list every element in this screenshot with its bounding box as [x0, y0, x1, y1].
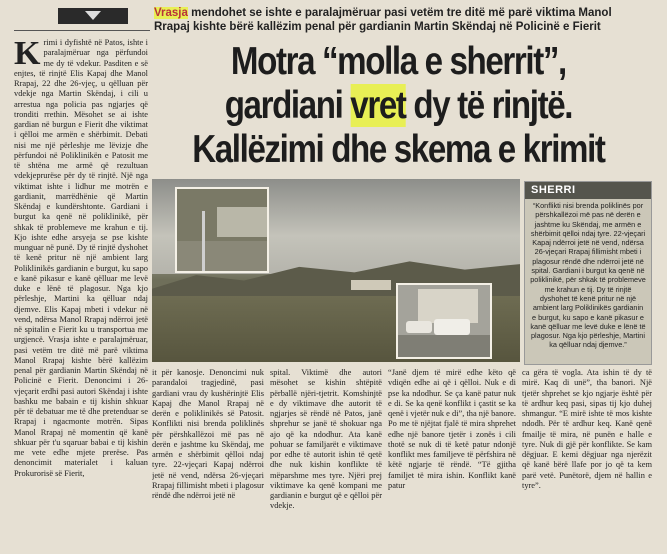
- drop-cap: K: [14, 38, 41, 72]
- sidebar-title: SHERRI: [525, 182, 651, 199]
- section-arrow-icon: [58, 8, 128, 24]
- deck-kicker: Vrasja: [154, 7, 188, 19]
- article-column-4: “Janë djem të mirë edhe këto që vdiqën edhe ai që i qëlloi. Nuk e di pse ka ndodhur. Se ça kanë patur nuk e di. Se ka qenë konflikt i çastit se ka qenë i vjetër nuk e di”, tha një banore. Po me të njëjtat fjalë të mira shprehet edhe një banore tjetër i zonës i cili thotë se nuk di të ketë patur ndonjë konflikt mes familjeve të përfshira në këtë ngjarje të rëndë. “Të gjitha familjet të mira ishin. Konflikt kanë patur: [388, 368, 516, 490]
- inset-photo-gate: [175, 187, 269, 273]
- headline-line-1: Motra “molla e sherrit”,: [230, 40, 566, 83]
- article-photo: [152, 179, 520, 362]
- headline-line-3: Kallëzimi dhe skema e krimit: [192, 128, 605, 171]
- deck: [154, 6, 644, 34]
- headline-highlight: vret: [350, 84, 406, 127]
- article-column-5: ca gëra të vogla. Ata ishin të dy të mirë. Kaq di unë”, tha banori. Një tjetër shprehet se kjo ngjarje është për të ardhur keq pasi, sipas tij kjo duhej shmangur. “E mirë ishte të mos kishte ndodh. Për të ardhur keq. Kanë qenë fmailje të mira, në punën e halle e tyre. Nuk di gjë për konflikte. Se kam dëgjuar. E kemi dëgjuar nga njerëzit që kanë bërë llafe por jo që ta kem parë vetë. Punëtorë, djem në hallin e tyre”.: [522, 368, 652, 490]
- column-1-text: rimi i dyfishtë në Patos, ishte i paralajmëruar nga përfundoi me dy të vdekur. Pasditen e së enjtes, të rinjtë Elis Kapaj dhe Manol Rrapaj, 22 dhe 26-vjeç, u qëlluan për vdekje nga Martin Skëndaj, i cili u arrestua nga policia pas ngjarjes që tronditi rrethin. Mësohet se ai ishte gardian në burgun e Fierit dhe viktimat i qëlloi me armën e shërbimit. Debati nisi me një përleshje me lëvizje dhe përfundoi në Poliklinikën e Patosit me të shtëna me armë që rezultuan vdekjeprurëse për dy të rinjtë. Një nga viktimat ishte i lidhur me motrën e gardianit, marrëdhënie që Martin Skëndaj e kundërshtonte. Gardiani i burgut ka qenë në poliklinikë, për shkak të problemeve me krahun e tij. Kjo ishte edhe arsyeja se pse kishte munguar në punë. Dy të rinjtë dyshohet të kenë pritur në një ambient larg Poliklinikës gardianin e burgut, ku sapo e kanë pikasur e kanë qëlluar me levë duke e lënë të plagosur. Nga kjo përleshje, Martini ka qëlluar ndaj djemve. Elis Kapaj mbeti i vdekur në vend, ndërsa Manol Rrapaj ndërroi jetë në spitalin e Fierit ku u transportua me urgjencë. Vrasja ishte e paralajmëruar, pasi vetëm tre ditë më parë viktima Manol Rrapaj kishte bërë kallëzim penal për gardianin Martin Skëndaj në Policinë e Fierit. Denoncimi i 26-vjeçarit erdhi pasi autori Skëndaj i ishte bashku me babain e tij kishin shkuar për të debatuar me të dhe pretenduar se Rrapaj i ngacmonte motrën. Sipas Manol Rrapaj në momentin që kanë shkuar për t'u sqaruar babai e tij kishin me vete edhe mjete prerëse. Pas denoncimit materialet i kaluan Prokurorisë së Fierit,: [14, 38, 148, 478]
- sidebar-text: “Konflikti nisi brenda poliklinës por përshkallëzoi më pas në derën e jashtme ku Skëndaj, me armën e shërbimit qëlloi ndaj tyre. 22-vjeçari Kapaj ndërroi jetë në vend, ndërsa 26-vjeçari Rrapaj fillimisht mbeti i plagosur rëndë dhe ndërroi jetë në spital. Gardiani i burgut ka qenë në poliklinikë, për shkak të problemeve me krahun e tij. Dy të rinjtë dyshohet të kenë pritur në një ambient larg Poliklinikës gardianin e burgut, ku sapo e kanë pikasur e kanë qëlluar me levë duke e lënë të plagosur. Nga kjo përleshje, Martini ka qëlluar ndaj djemve.”: [530, 201, 646, 350]
- divider: [14, 30, 150, 31]
- article-column-3: spital. Viktimë dhe autori mësohet se kishin shtëpitë përballë njëri-tjetrit. Komshinjtë e dy viktimave dhe autorit të ngjarjes së rëndë në Patos, janë shprehur se janë të shokuar nga ajo që ka ndodhur. Ata kanë pohuar se familjarët e viktimave por edhe të autorit ishin të qetë dhe nuk kishin konflikte të mëparshme mes tyre. Njëri prej viktimave ka qenë kompani me gardianin e burgut që e qëlloi për vdekje.: [270, 368, 382, 511]
- deck-text: mendohet se ishte e paralajmëruar pasi vetëm tre ditë më parë viktima Manol Rrapaj kishte bërë kallëzim penal për gardianin Martin Skëndaj në Policinë e Fierit: [154, 7, 612, 33]
- headline-line-2: [146, 84, 651, 128]
- headline-line-2-pre: gardiani: [224, 84, 351, 127]
- sidebar-box: [524, 181, 652, 365]
- inset-photo-street: [396, 283, 492, 359]
- headline: [146, 40, 651, 172]
- article-column-2: it për kanosje. Denoncimi nuk parandaloi tragjedinë, pasi gardiani vrau dy kushërinjtë Elis Kapaj dhe Manol Rrapaj në derën e poliklinikës së Patosit. Konflikti nisi brenda poliklinës për përshkallëzoi më pas në derën e jashtme ku Skëndaj, me armën e shërbimit qëlloi ndaj tyre. 22-vjeçari Kapaj ndërroi jetë në vend, ndërsa 26-vjeçari Rrapaj fillimisht mbeti i plagosur rëndë dhe ndërroi jetë në: [152, 368, 264, 500]
- article-column-1: [14, 38, 148, 546]
- headline-line-2-post: dy të rinjtë.: [405, 84, 573, 127]
